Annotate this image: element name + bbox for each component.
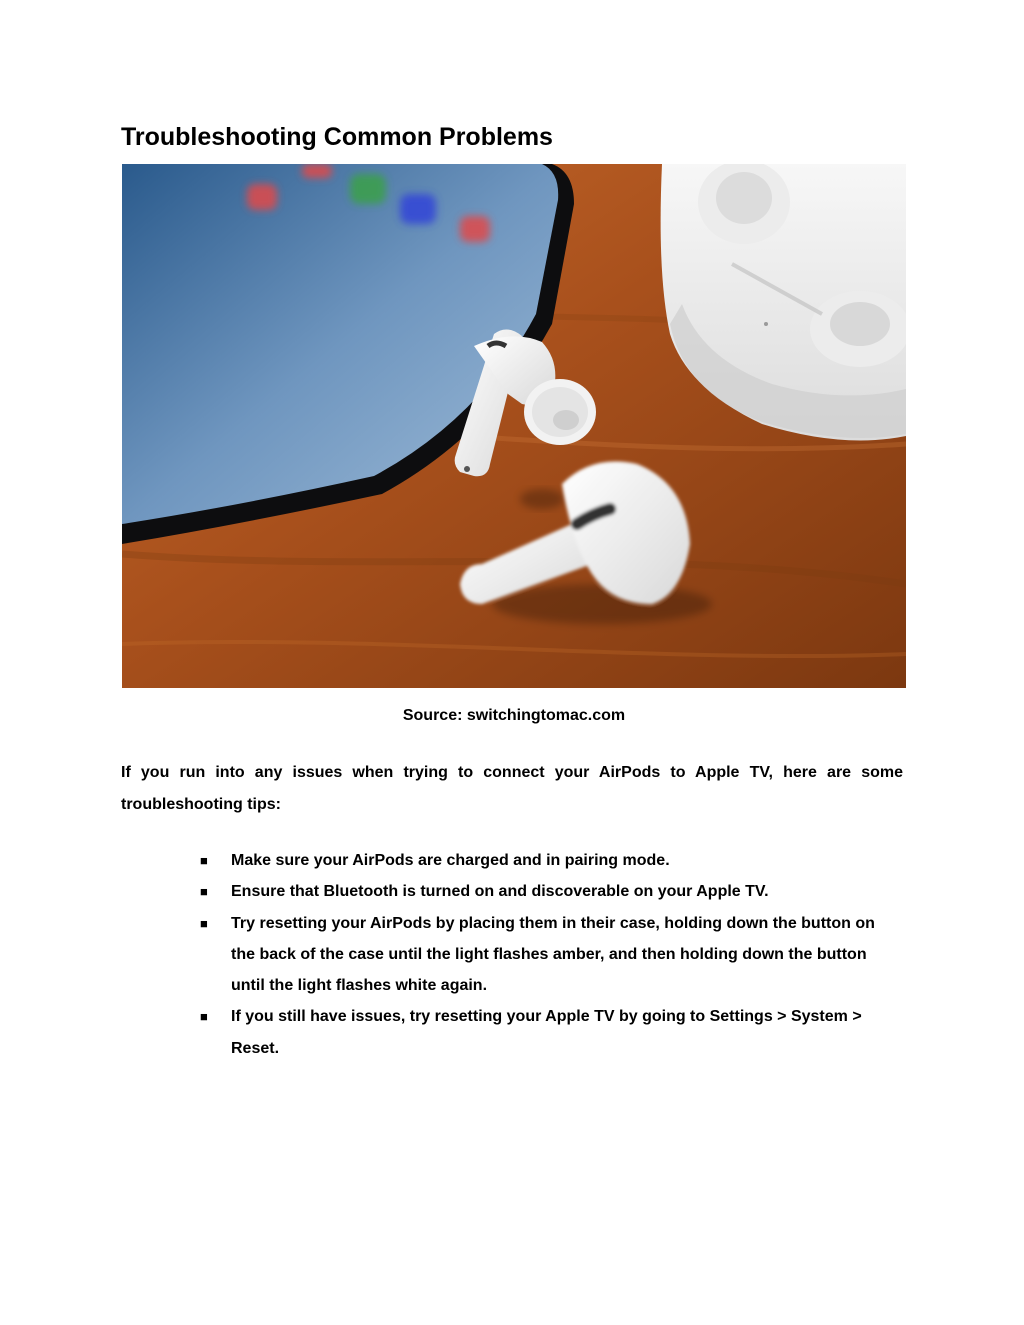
intro-paragraph: If you run into any issues when trying to connect your AirPods to Apple TV, here are some troubleshooting tips:: [121, 764, 903, 813]
tip-text: Ensure that Bluetooth is turned on and discoverable on your Apple TV.: [231, 883, 769, 901]
tip-text: If you still have issues, try resetting your Apple TV by going to Settings > System > Reset.: [231, 1008, 862, 1057]
list-item: [196, 1001, 886, 1064]
page-title: Troubleshooting Common Problems: [121, 123, 553, 151]
square-bullet-icon: ■: [200, 915, 208, 931]
list-item: [196, 876, 886, 907]
tip-text: Make sure your AirPods are charged and in pairing mode.: [231, 852, 670, 869]
square-bullet-icon: ■: [200, 853, 208, 868]
list-item: [196, 845, 886, 876]
square-bullet-icon: ■: [200, 1009, 208, 1025]
tip-text: Try resetting your AirPods by placing them in their case, holding down the button on the back of the case until the light flashes amber, and then holding down the button until the light flashes white again.: [231, 914, 875, 995]
airpods-photo: [122, 164, 906, 688]
tips-list: [196, 845, 886, 1064]
square-bullet-icon: ■: [200, 884, 208, 900]
list-item: [196, 908, 886, 1002]
image-caption: Source: switchingtomac.com: [402, 707, 626, 724]
